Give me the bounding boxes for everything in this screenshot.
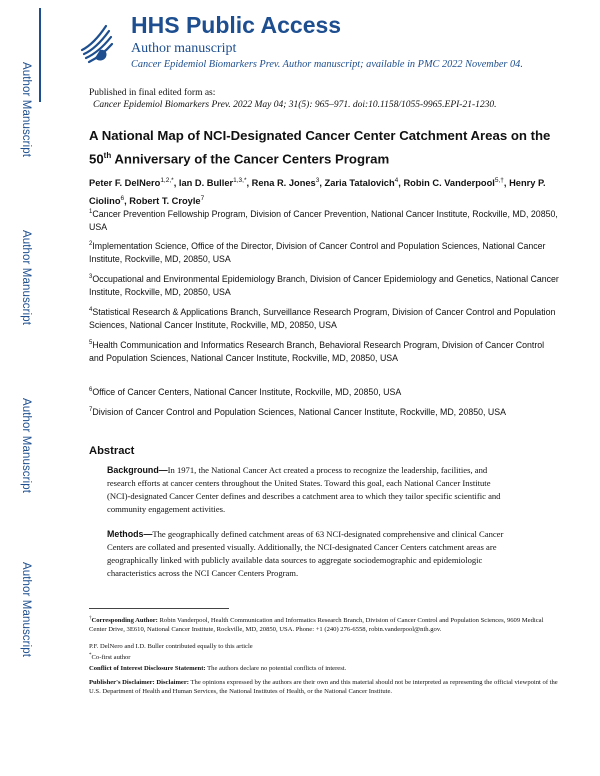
author-name[interactable]: Robert T. Croyle [129,196,201,207]
author-manuscript-side-label: Author Manuscript [20,230,32,326]
author-affiliation-mark: 1,2,* [160,177,174,184]
published-label: Published in final edited form as: [89,88,216,98]
footnote-mark: * [89,653,92,658]
affiliation-number: 3 [89,274,93,280]
hhs-eagle-logo-icon [76,20,116,66]
author-affiliation-mark: 6 [120,195,125,203]
author-separator: , [319,178,325,189]
abstract-background [107,464,515,516]
hhs-public-access-title: HHS Public Access [131,12,342,38]
author-name[interactable]: Zaria Tatalovich [324,178,395,189]
header-divider [39,8,41,102]
author-name[interactable]: Robin C. Vanderpool [403,178,495,189]
author-manuscript-subtitle: Author manuscript [131,41,237,56]
author-affiliation-mark: 3 [315,177,320,184]
coi-label: Conflict of Interest Disclosure Statement: [89,665,206,672]
affiliation-item [89,206,559,235]
affiliation-number: 7 [89,407,93,413]
affiliation-text: Implementation Science, Office of the Director, Division of Cancer Control and Population Sciences, National Cancer Institute, Rockville, MD, 20850, USA [89,240,546,265]
affiliation-item [89,304,559,333]
affiliation-number: 4 [89,307,93,313]
corresponding-label: Corresponding Author: [91,617,158,625]
author-name[interactable]: Henry P. Ciolino [89,178,546,207]
footnote-divider [89,608,229,609]
affiliation-number: 1 [89,209,93,215]
citation-line [93,99,497,111]
affiliation-item [89,337,559,366]
author-separator: , [398,178,404,189]
footnote-mark: † [89,616,92,621]
abstract-methods [107,528,515,580]
author-name[interactable]: Ian D. Buller [178,178,234,189]
affiliation-number: 5 [89,340,93,346]
author-manuscript-side-label: Author Manuscript [20,62,32,158]
corresponding-author-footnote [89,614,559,634]
affiliation-text: Occupational and Environmental Epidemiology Branch, Division of Cancer Epidemiology and Genetics, National Cancer Institute, Rockville, MD, 20850, USA [89,273,559,298]
author-affiliation-mark: 4 [394,177,399,184]
affiliation-item [89,404,559,419]
title-part-1: A National Map of NCI-Designated Cancer Center Catchment Areas on the 50 [89,128,551,167]
citation-text: Cancer Epidemiol Biomarkers Prev. 2022 May 04; 31(5): 965–971. doi:10.1158/1055-9965.EPI-21-1230. [93,100,497,110]
journal-line-text: Cancer Epidemiol Biomarkers Prev. Author manuscript; available in PMC 2022 November 04. [131,59,523,70]
affiliation-item [89,271,559,300]
author-name[interactable]: Rena R. Jones [251,178,316,189]
author-list [89,173,559,209]
methods-label: Methods— [107,529,153,539]
title-part-2: Anniversary of the Cancer Centers Program [111,151,390,167]
methods-text: The geographically defined catchment areas of 63 NCI-designated comprehensive and clinical Cancer Centers are collated and presented visually. Additionally, the NCI-designated Cancer Centers catchment areas are geographically linked with publicly available data sources to aggregate sociodemographic and epidemiologic characteristics across the NCI Cancer Centers Program. [107,529,504,578]
journal-availability-line [131,58,541,71]
author-name[interactable]: Peter F. DelNero [89,178,161,189]
affiliation-text: Division of Cancer Control and Population Sciences, National Cancer Institute, Rockville, MD, 20850, USA [92,406,506,417]
affiliation-number: 2 [89,241,93,247]
affiliation-item [89,238,559,267]
author-separator: , [173,178,179,189]
co-first-text: Co-first author [91,654,131,662]
author-affiliation-mark: 7 [200,195,205,203]
author-separator: , [246,178,252,189]
author-affiliation-mark: 5,† [494,177,504,184]
disclaimer-text: The opinions expressed by the authors are their own and this material should not be interpreted as representing the official viewpoint of the U.S. Department of Health and Human Services, the National Institutes of Health, or the National Cancer Institute. [89,679,558,695]
title-superscript: th [103,151,112,160]
affiliation-number: 6 [89,387,93,393]
author-separator: , [124,196,130,207]
corresponding-text: Robin Vanderpool, Health Communication and Informatics Research Branch, Division of Cancer Control and Population Sciences, 9609 Medical Center Drive, 3E610, National Cancer Institute, Rockville, MD, 20850, USA. Phone: +1 (240) 276-6558, robin.vanderpool@nih.gov. [89,617,544,634]
conflict-of-interest-footnote [89,664,559,673]
article-title [89,126,559,169]
author-manuscript-side-label: Author Manuscript [20,398,32,494]
co-first-footnote [89,651,559,662]
author-affiliation-mark: 1,3,* [233,177,247,184]
affiliation-text: Cancer Prevention Fellowship Program, Division of Cancer Prevention, National Cancer Institute, Rockville, MD, 20850, USA [89,208,558,233]
abstract-heading: Abstract [89,445,135,457]
affiliation-item [89,384,559,399]
background-label: Background— [107,465,168,475]
affiliation-text: Statistical Research & Applications Branch, Surveillance Research Program, Division of Cancer Control and Population Sciences, National Cancer Institute, Rockville, MD, 20850, USA [89,306,556,331]
affiliation-text: Office of Cancer Centers, National Cancer Institute, Rockville, MD, 20850, USA [92,386,402,397]
author-manuscript-side-label: Author Manuscript [20,562,32,658]
equal-contribution-footnote: P.F. DelNero and I.D. Buller contributed equally to this article [89,643,253,650]
disclaimer-label: Publisher's Disclaimer: Disclaimer: [89,679,189,686]
coi-text: The authors declare no potential conflicts of interest. [205,665,347,672]
affiliation-text: Health Communication and Informatics Research Branch, Behavioral Research Program, Division of Cancer Control and Population Sciences, National Cancer Institute, Rockville, MD, 20850, USA [89,339,545,364]
background-text: In 1971, the National Cancer Act created a process to recognize the leadership, facilities, and research efforts at cancer centers throughout the United States. Toward this goal, each National Cancer Institute (NCI)-designated Cancer Center defines and describes a catchment area to which they tailor specific scientific and community engagement activities. [107,465,501,514]
publisher-disclaimer-footnote [89,678,559,696]
author-separator: , [503,178,510,189]
